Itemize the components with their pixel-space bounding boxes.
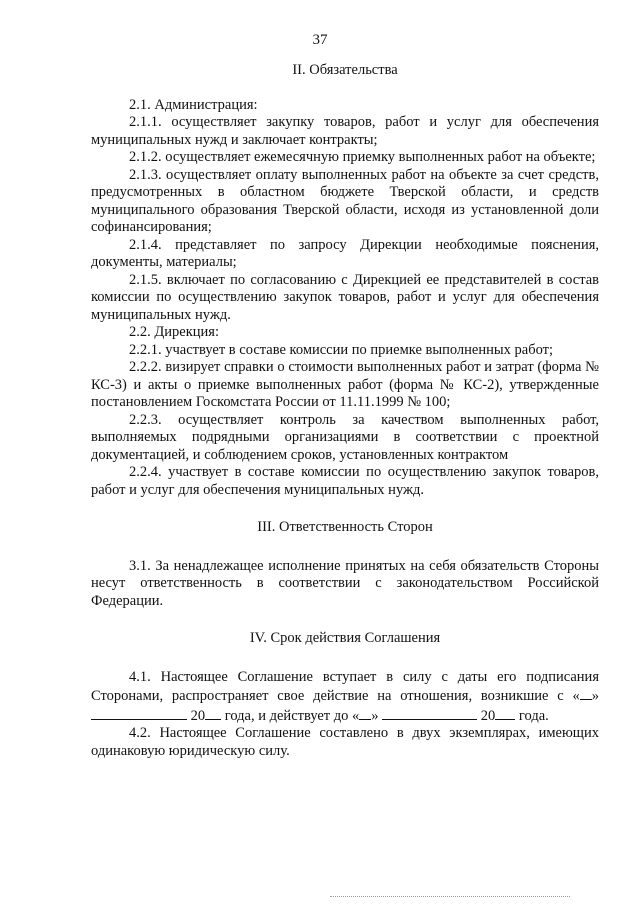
clause-4-2: 4.2. Настоящее Соглашение составлено в двух экземплярах, имеющих одинаковую юридическую силу. bbox=[91, 725, 599, 759]
year-suffix-text: года, и действует до bbox=[224, 707, 349, 724]
section-title-obligations: II. Обязательства bbox=[292, 62, 398, 78]
blank-start-month bbox=[91, 706, 187, 720]
clause-2-1-5: 2.1.5. включает по согласованию с Дирекцией ее представителей в состав комиссии по осуществлению закупок товаров, работ и услуг для обеспечения муниципальных нужд. bbox=[91, 271, 599, 323]
blank-end-month bbox=[382, 706, 477, 720]
clause-4-1 bbox=[91, 669, 599, 726]
blank-start-day bbox=[580, 686, 592, 700]
clause-2-2-3: 2.2.3. осуществляет контроль за качеством выполненных работ, выполняемых подрядными организациями в соответствии с проектной документацией, и соблюдением сроков, установленных контрактом bbox=[91, 411, 599, 463]
clause-2-1: 2.1. Администрация: bbox=[129, 96, 258, 113]
clause-2-2: 2.2. Дирекция: bbox=[129, 324, 219, 340]
clause-2-1-1: 2.1.1. осуществляет закупку товаров, работ и услуг для обеспечения муниципальных нужд и заключает контракты; bbox=[91, 114, 599, 148]
clause-2-1-2: 2.1.2. осуществляет ежемесячную приемку выполненных работ на объекте; bbox=[129, 149, 596, 165]
clause-2-1-3: 2.1.3. осуществляет оплату выполненных работ на объекте за счет средств, предусмотренных в областном бюджете Тверской области, и средств муниципального образования Тверской области, исходя из установленной доли софинансирования; bbox=[91, 166, 599, 235]
blank-start-year bbox=[205, 706, 221, 720]
section-title-responsibility: III. Ответственность Сторон bbox=[257, 519, 433, 535]
quote-close-2: » bbox=[371, 707, 379, 724]
document-body bbox=[91, 62, 599, 760]
clause-2-2-4: 2.2.4. участвует в составе комиссии по осуществлению закупок товаров, работ и услуг для обеспечения муниципальных нужд. bbox=[91, 464, 599, 498]
quote-open: « bbox=[572, 688, 580, 704]
blank-end-year bbox=[495, 706, 515, 720]
clause-2-2-1: 2.2.1. участвует в составе комиссии по приемке выполненных работ; bbox=[129, 341, 553, 358]
year-prefix-2: 20 bbox=[480, 707, 496, 724]
scan-edge-mark bbox=[330, 896, 570, 898]
clause-2-1-4: 2.1.4. представляет по запросу Дирекции необходимые пояснения, документы, материалы; bbox=[91, 236, 599, 270]
quote-open-2: « bbox=[352, 707, 360, 724]
quote-close: » bbox=[591, 688, 599, 704]
page-number: 37 bbox=[312, 32, 328, 48]
clause-2-2-2: 2.2.2. визирует справки о стоимости выполненных работ и затрат (форма № КС-3) и акты о приемке выполненных работ (форма № КС-2), утвержденные постановлением Госкомстата России от 11.11.1999 № 100; bbox=[91, 359, 599, 410]
clause-4-1-text: 4.1. Настоящее Соглашение вступает в силу с даты его подписания Сторонами, распространяет свое действие на отношения, возникшие с bbox=[91, 668, 599, 704]
end-text: года. bbox=[518, 707, 549, 724]
blank-end-day bbox=[359, 706, 371, 720]
year-prefix: 20 bbox=[190, 707, 206, 724]
section-title-term: IV. Срок действия Соглашения bbox=[249, 630, 441, 646]
clause-3-1: 3.1. За ненадлежащее исполнение принятых на себя обязательств Стороны несут ответственность в соответствии с законодательством Российской Федерации. bbox=[91, 557, 599, 609]
